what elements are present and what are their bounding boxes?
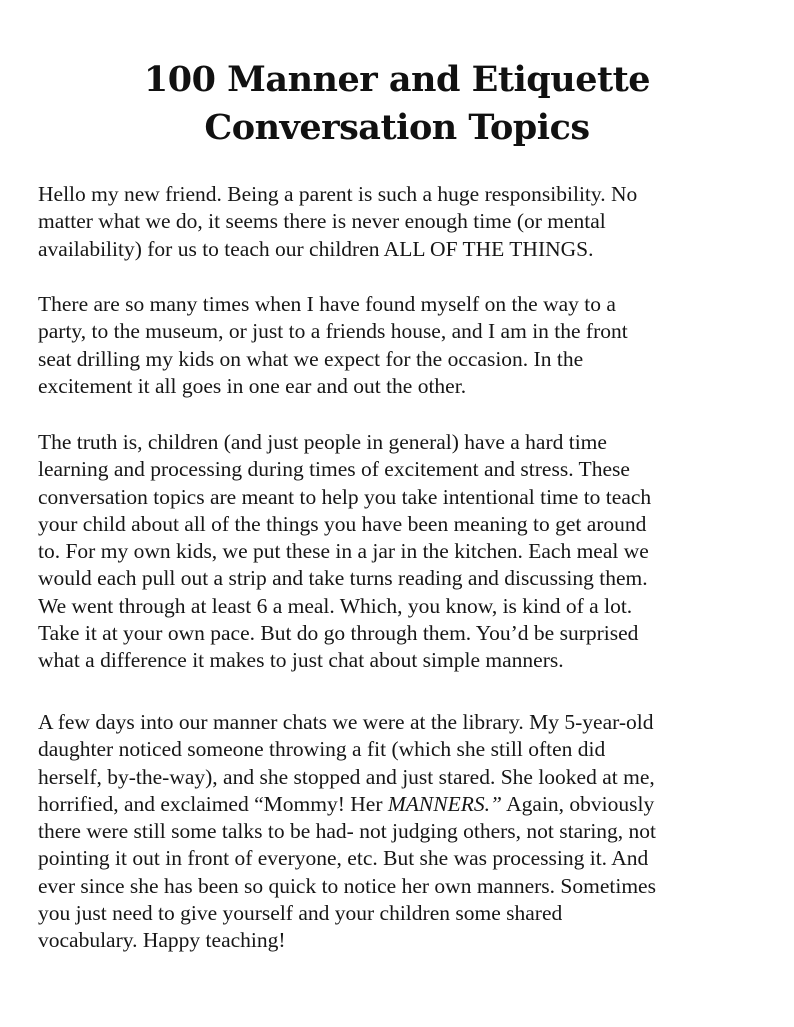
text-segment: horrified, and exclaimed “Mommy! Her (38, 791, 388, 816)
title-line-2: Conversation Topics (204, 107, 590, 148)
title-line-1: 100 Manner and Etiquette (143, 59, 651, 100)
text-line: party, to the museum, or just to a friends house, and I am in the front (38, 319, 628, 344)
page-title (0, 56, 794, 152)
text-line: what a difference it makes to just chat about simple manners. (38, 648, 564, 673)
text-line: The truth is, children (and just people in general) have a hard time (38, 430, 607, 454)
text-segment: Again, obviously (501, 791, 655, 816)
text-line: seat drilling my kids on what we expect for the occasion. In the (38, 346, 584, 371)
text-line: you just need to give yourself and your children some shared (38, 901, 563, 926)
second-paragraph (38, 291, 758, 400)
text-line-with-emphasis (38, 791, 758, 818)
text-line: Hello my new friend. Being a parent is such a huge responsibility. No (38, 182, 638, 206)
text-line: learning and processing during times of excitement and stress. These (38, 457, 630, 482)
intro-paragraph (38, 181, 758, 263)
text-line: would each pull out a strip and take turns reading and discussing them. (38, 566, 648, 591)
third-paragraph (38, 429, 758, 675)
text-line: herself, by-the-way), and she stopped and just stared. She looked at me, (38, 764, 655, 789)
text-line: your child about all of the things you have been meaning to get around (38, 511, 647, 536)
text-line: daughter noticed someone throwing a fit (which she still often did (38, 737, 606, 762)
text-line: matter what we do, it seems there is never enough time (or mental (38, 209, 606, 234)
text-line: conversation topics are meant to help you take intentional time to teach (38, 484, 652, 509)
text-line: There are so many times when I have found myself on the way to a (38, 292, 616, 316)
text-line: We went through at least 6 a meal. Which, you know, is kind of a lot. (38, 593, 633, 618)
text-line: there were still some talks to be had- not judging others, not staring, not (38, 819, 657, 844)
text-line: availability) for us to teach our children ALL OF THE THINGS. (38, 236, 594, 261)
text-line: excitement it all goes in one ear and out the other. (38, 373, 467, 398)
text-line: pointing it out in front of everyone, etc. But she was processing it. And (38, 846, 649, 871)
text-line: ever since she has been so quick to notice her own manners. Sometimes (38, 873, 656, 898)
text-line: to. For my own kids, we put these in a jar in the kitchen. Each meal we (38, 539, 649, 564)
emphasis-text: MANNERS.” (387, 791, 502, 816)
fourth-paragraph (38, 709, 758, 955)
text-line: Take it at your own pace. But do go through them. You’d be surprised (38, 621, 639, 646)
text-line: A few days into our manner chats we were at the library. My 5-year-old (38, 710, 654, 734)
text-line: vocabulary. Happy teaching! (38, 928, 286, 953)
